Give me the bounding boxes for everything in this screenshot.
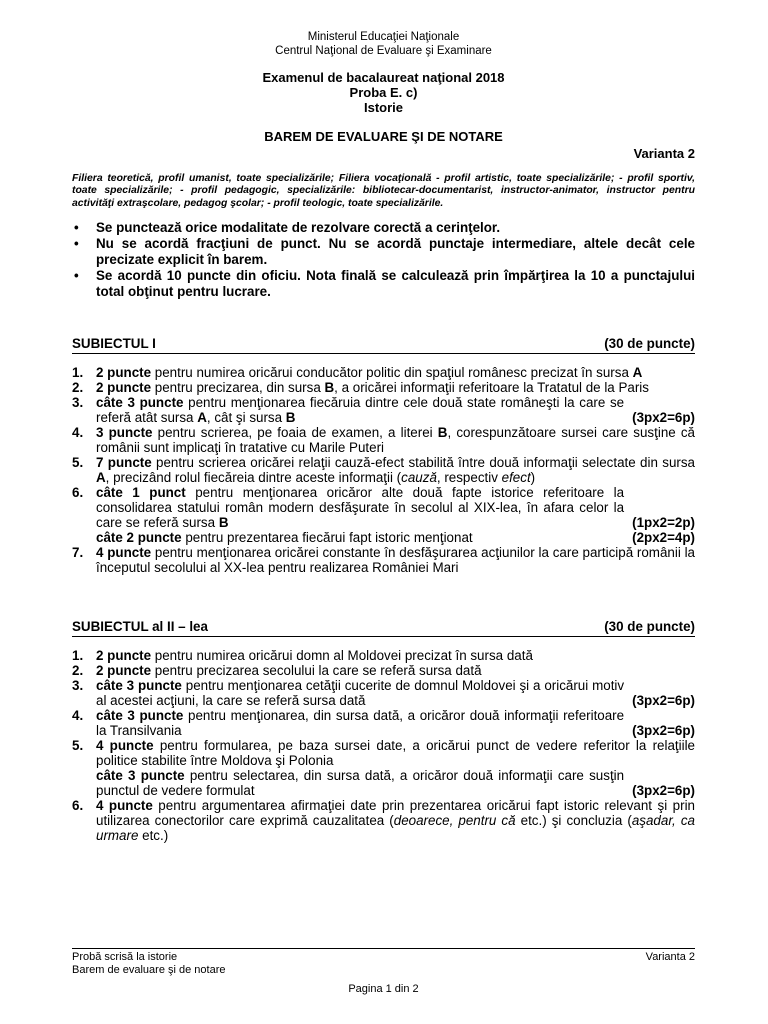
list-item: 1. 2 puncte pentru numirea oricărui domn al Moldovei precizat în sursa dată: [72, 647, 533, 663]
footer-variant: Varianta 2: [645, 951, 695, 963]
variant-label: Varianta 2: [633, 146, 695, 162]
list-item: 6. câte 1 punct pentru menţionarea oricăror alte două fapte istorice referitoare la consolidarea statului român modern desfăşurate în secolul al XIX-lea, în afara celor la care se referă sursa B (1px2=2p) câte 2 puncte pentru prezentarea fiecărui fapt istoric menţionat (2px2=4p): [72, 484, 695, 545]
ministry-header: [72, 30, 695, 58]
ministry-name: Ministerul Educaţiei Naţionale: [307, 31, 460, 43]
document-page: [72, 30, 695, 843]
list-item: 4. 3 puncte pentru scrierea, pe foaia de examen, a literei B, corespunzătoare sursei care susţine că românii sunt implicaţi în tratative cu Marile Puteri: [72, 424, 695, 455]
list-item: 3. câte 3 puncte pentru menţionarea cetăţii cucerite de domnul Moldovei şi a oricărui motiv al acestei acţiuni, la care se referă sursa dată (3px2=6p): [72, 677, 695, 708]
item-score: (1px2=2p): [632, 514, 695, 530]
center-name: Centrul Naţional de Evaluare şi Examinare: [275, 45, 492, 57]
list-item: 1. 2 puncte pentru numirea oricărui conducător politic din spaţiul românesc precizat în sursa A: [72, 364, 643, 380]
list-item: 3. câte 3 puncte pentru menţionarea fiecăruia dintre cele două state româneşti la care se referă atât sursa A, cât şi sursa B (3px2=6p): [72, 394, 695, 425]
barem-title: BAREM DE EVALUARE ŞI DE NOTARE: [264, 129, 503, 144]
bullet-icon: •: [74, 220, 79, 236]
exam-title: Examenul de bacalaureat naţional 2018: [262, 70, 505, 85]
footer-left-2: Barem de evaluare şi de notare: [72, 964, 226, 976]
exam-subject: Istorie: [363, 100, 403, 115]
bullet-icon: •: [74, 268, 79, 284]
exam-heading: [72, 70, 695, 115]
list-item: 2. 2 puncte pentru precizarea, din sursa B, a oricărei informaţii referitoare la Tratatul de la Paris: [72, 379, 649, 395]
subject1-items: [72, 365, 695, 575]
item-score: (3px2=6p): [632, 782, 695, 798]
item-score: (3px2=6p): [632, 409, 695, 425]
rule-item: • Nu se acordă fracţiuni de punct. Nu se acordă punctaje intermediare, altele decât cele precizate explicit în barem.: [74, 236, 695, 268]
subject2-heading: [72, 619, 695, 637]
page-footer: [72, 948, 695, 996]
footer-left-1: Probă scrisă la istorie: [72, 951, 178, 963]
item-score: (3px2=6p): [632, 722, 695, 738]
subject1-heading: [72, 336, 695, 354]
bullet-icon: •: [74, 236, 79, 252]
page-number: Pagina 1 din 2: [348, 983, 419, 995]
subject2-points: (30 de puncte): [604, 618, 695, 634]
rule-item: • Se punctează orice modalitate de rezolvare corectă a cerinţelor.: [74, 220, 501, 236]
general-rules: [72, 220, 695, 300]
subject1-title: SUBIECTUL I: [72, 336, 156, 352]
subject2-title: SUBIECTUL al II – lea: [72, 618, 208, 634]
item-score: (2px2=4p): [632, 529, 695, 545]
exam-proba: Proba E. c): [349, 85, 418, 100]
subject1-points: (30 de puncte): [604, 336, 695, 352]
list-item: 2. 2 puncte pentru precizarea secolului la care se referă sursa dată: [72, 662, 482, 678]
list-item: 5. 4 puncte pentru formularea, pe baza sursei date, a oricărui punct de vedere referitor la relaţiile politice stabilite între Moldova şi Polonia câte 3 puncte pentru selectarea, din sursa dată, a oricăror două informaţii care susţin punctul de vedere formulat (3px2=6p): [72, 737, 696, 798]
list-item: 5. 7 puncte pentru scrierea oricărei relaţii cauză-efect stabilită între două informaţii selectate din sursa A, precizând rolul fiecăreia dintre aceste informaţii (cauză, respectiv efect): [72, 454, 695, 485]
list-item: 7. 4 puncte pentru menţionarea oricărei constante în desfăşurarea acţiunilor la care participă românii la începutul secolului al XX-lea pentru realizarea României Mari: [72, 544, 695, 575]
rule-item: • Se acordă 10 puncte din oficiu. Nota finală se calculează prin împărţirea la 10 a punctajului total obţinut pentru lucrare.: [74, 268, 695, 300]
list-item: 6. 4 puncte pentru argumentarea afirmaţiei date prin prezentarea oricărui fapt istoric relevant şi prin utilizarea conectorilor care exprimă cauzalitatea (deoarece, pentru că etc.) şi concluzia (aşadar, ca urmare etc.): [72, 797, 695, 843]
subject2-items: [72, 648, 695, 843]
item-score: (3px2=6p): [632, 692, 695, 708]
list-item: 4. câte 3 puncte pentru menţionarea, din sursa dată, a oricăror două informaţii referitoare la Transilvania (3px2=6p): [72, 707, 695, 738]
filiera-text: Filiera teoretică, profil umanist, toate specializările; Filiera vocaţională - profil artistic, toate specializările; - profil sportiv, toate specializările; - profil pedagogic, specializările: bibliotecar-documentarist, instructor-animator, instructor pentru activităţi extraşcolare, pedagog şcolar; - profil teologic, toate specializările.: [72, 172, 695, 209]
